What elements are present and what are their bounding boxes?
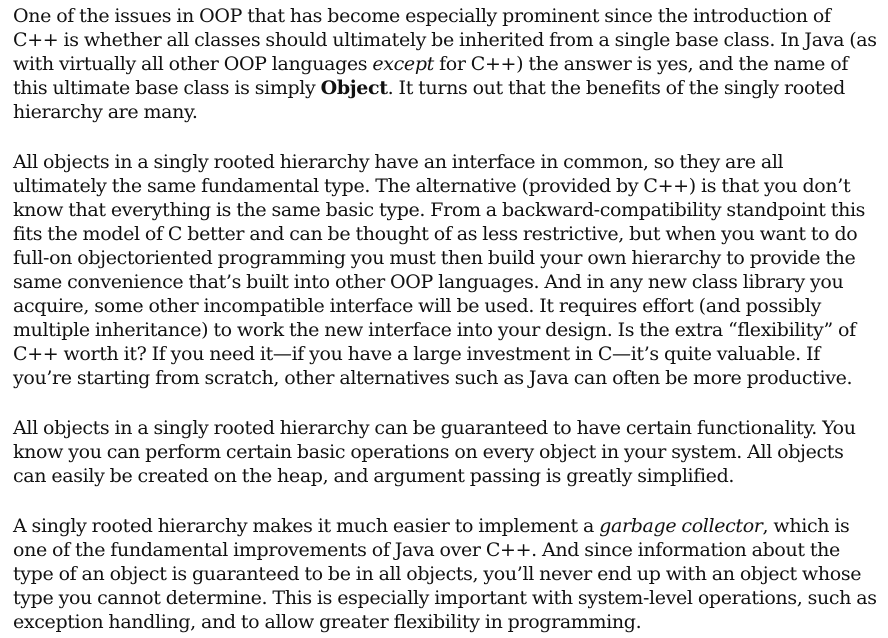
emphasis-except: except bbox=[372, 53, 434, 75]
text-segment: for C++) the answer is yes, and the name of this ultimate base class is simply bbox=[13, 53, 849, 99]
text-segment: All objects in a singly rooted hierarchy can be guaranteed to have certain functionality. You know you can perform certain basic operations on every object in your system. All objects can easily be created on the heap, and argument passing is greatly simplified. bbox=[13, 417, 856, 487]
document-body bbox=[13, 4, 879, 634]
text-segment: A singly rooted hierarchy makes it much easier to implement a bbox=[13, 515, 600, 537]
text-segment: . It turns out that the benefits of the singly rooted hierarchy are many. bbox=[13, 77, 845, 123]
paragraph-3 bbox=[13, 416, 879, 488]
text-segment: All objects in a singly rooted hierarchy have an interface in common, so they are all ultimately the same fundamental type. The alternative (provided by C++) is that you don’t know that everything is the same basic type. From a backward-compatibility standpoint this fits the model of C better and can be thought of as less restrictive, but when you want to do full-on objectoriented programming you must then build your own hierarchy to provide the same convenience that’s built into other OOP languages. And in any new class library you acquire, some other incompatible interface will be used. It requires effort (and possibly multiple inheritance) to work the new interface into your design. Is the extra “flexibility” of C++ worth it? If you need it—if you have a large investment in C—it’s quite valuable. If you’re starting from scratch, other alternatives such as Java can often be more productive. bbox=[13, 151, 866, 389]
paragraph-4 bbox=[13, 514, 879, 634]
text-segment: One of the issues in OOP that has become especially prominent since the introduction of C++ is whether all classes should ultimately be inherited from a single base class. In Java (as with virtually all other OOP languages bbox=[13, 5, 877, 75]
keyword-object: Object bbox=[320, 77, 388, 99]
text-segment: , which is one of the fundamental improvements of Java over C++. And since information about the type of an object is guaranteed to be in all objects, you’ll never end up with an object whose type you cannot determine. This is especially important with system-level operations, such as exception handling, and to allow greater flexibility in programming. bbox=[13, 515, 877, 633]
paragraph-2 bbox=[13, 150, 879, 390]
paragraph-1 bbox=[13, 4, 879, 124]
emphasis-garbage-collector: garbage collector bbox=[599, 515, 763, 537]
